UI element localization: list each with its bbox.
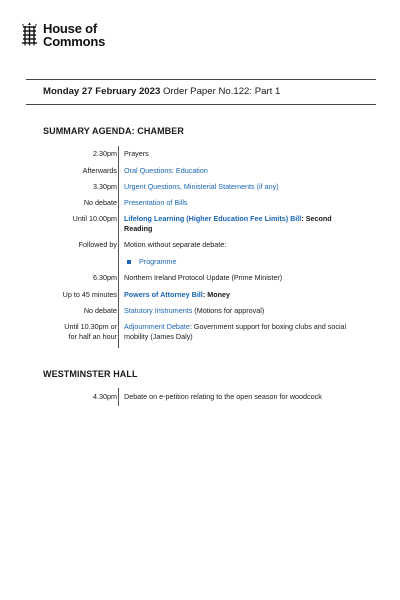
- agenda-item-detail: (Motions for approval): [192, 306, 265, 315]
- agenda-item: [124, 214, 356, 234]
- agenda-item-link-lifelong-learning-bill[interactable]: Lifelong Learning (Higher Education Fee Limits) Bill: [124, 214, 302, 223]
- agenda-time: 4.30pm: [93, 392, 117, 401]
- chamber-section-title: SUMMARY AGENDA: CHAMBER: [43, 126, 184, 136]
- westminster-hall-title: WESTMINSTER HALL: [43, 369, 138, 379]
- logo-line-1: House of: [43, 21, 98, 36]
- agenda-time-line: Until 10.30pm or: [64, 322, 117, 331]
- agenda-item-detail: : Government support for boxing clubs and social mobility (James Daly): [124, 322, 347, 341]
- header-top-rule: [26, 79, 376, 80]
- agenda-time: Afterwards: [82, 166, 117, 175]
- agenda-time: 2.30pm: [93, 149, 117, 158]
- agenda-item: Debate on e-petition relating to the open season for woodcock: [124, 392, 322, 401]
- house-of-commons-logo: [20, 22, 105, 48]
- agenda-time-line: for half an hour: [68, 332, 117, 341]
- chamber-divider: [118, 146, 119, 348]
- westminster-divider: [118, 388, 119, 406]
- agenda-time: 3.30pm: [93, 182, 117, 191]
- agenda-item-link-urgent-questions[interactable]: Urgent Questions, Ministerial Statements (if any): [124, 182, 279, 191]
- header-bottom-rule: [26, 104, 376, 105]
- agenda-item-link-statutory-instruments[interactable]: Statutory Instruments: [124, 306, 193, 315]
- agenda-item-link-programme[interactable]: Programme: [139, 257, 177, 266]
- agenda-time: Until 10.00pm: [72, 214, 117, 223]
- agenda-time: No debate: [83, 198, 117, 207]
- agenda-time: Up to 45 minutes: [62, 290, 117, 299]
- agenda-item: [124, 306, 356, 316]
- agenda-item-link-powers-of-attorney-bill[interactable]: Powers of Attorney Bill: [124, 290, 203, 299]
- agenda-time: No debate: [83, 306, 117, 315]
- bullet-square-icon: [127, 260, 131, 264]
- logo-line-2: Commons: [43, 34, 106, 49]
- agenda-item-link-adjournment-debate[interactable]: Adjournment Debate: [124, 322, 190, 331]
- order-paper-date: Monday 27 February 2023: [43, 86, 161, 97]
- agenda-item: [124, 257, 356, 267]
- agenda-item: Northern Ireland Protocol Update (Prime Minister): [124, 273, 283, 282]
- agenda-item-detail: : Money: [202, 290, 230, 299]
- agenda-item-link-presentation-of-bills[interactable]: Presentation of Bills: [124, 198, 188, 207]
- order-paper-number: Order Paper No.122: Part 1: [162, 86, 281, 97]
- agenda-item-link-oral-questions[interactable]: Oral Questions: Education: [124, 166, 208, 175]
- agenda-item: [124, 322, 356, 342]
- order-paper-heading: [43, 86, 280, 97]
- agenda-time: 6.30pm: [93, 273, 117, 282]
- agenda-item-detail: : Second Reading: [124, 214, 332, 233]
- agenda-item: Motion without separate debate:: [124, 240, 227, 249]
- agenda-item: Prayers: [124, 149, 149, 158]
- agenda-item: [124, 290, 356, 300]
- portcullis-icon: [20, 22, 39, 46]
- agenda-time: [64, 322, 117, 342]
- agenda-time: Followed by: [78, 240, 117, 249]
